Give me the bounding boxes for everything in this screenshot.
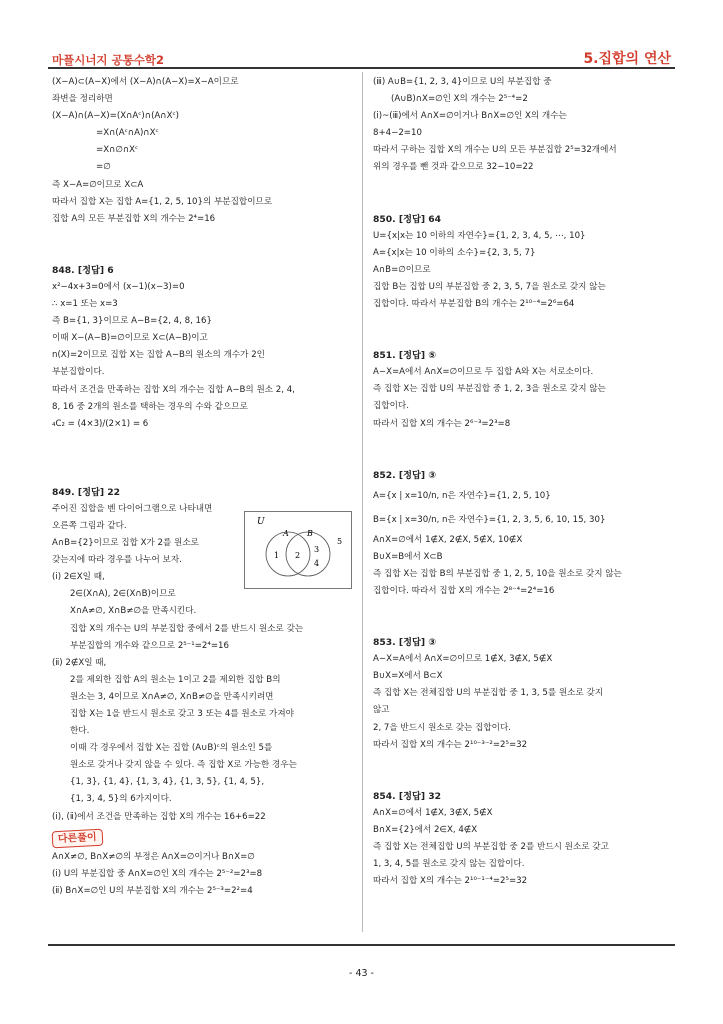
answer-heading-850: 850. [정답] 64	[373, 213, 441, 225]
text-line: A={x|x는 10 이하의 소수}={2, 3, 5, 7}	[373, 247, 536, 258]
text-line: 집합이다. 따라서 부분집합 B의 개수는 2¹⁰⁻⁴=2⁶=64	[373, 299, 575, 310]
text-line: B∪X=X에서 B⊂X	[373, 671, 443, 682]
text-line: A−X=A에서 A∩X=∅이므로 두 집합 A와 X는 서로소이다.	[373, 367, 594, 378]
text-line: 집합 X는 1을 반드시 원소로 갖고 3 또는 4를 원소로 가져야	[70, 709, 294, 719]
text-line: 집합이다.	[373, 401, 409, 412]
text-line: 즉 집합 X는 집합 U의 부분집합 중 1, 2, 3을 원소로 갖지 않는	[373, 384, 606, 395]
text-line: 1, 3, 4, 5를 원소로 갖지 않는 집합이다.	[373, 859, 525, 870]
text-line: 2∈(X∩A), 2∈(X∩B)이므로	[70, 589, 176, 600]
text-line: (ⅰ)~(ⅲ)에서 A∩X=∅이거나 B∩X=∅인 X의 개수는	[373, 111, 567, 122]
text-line: 2, 7을 반드시 원소로 갖는 집합이다.	[373, 722, 511, 733]
text-line: (ⅱ) B∩X=∅인 U의 부분집합 X의 개수는 2⁵⁻³=2²=4	[52, 885, 253, 896]
text-line: (ⅰ), (ⅱ)에서 조건을 만족하는 집합 X의 개수는 16+6=22	[52, 811, 266, 822]
text-line: 2를 제외한 집합 A의 원소는 1이고 2를 제외한 집합 B의	[70, 674, 281, 685]
equation-line: =X∩(Aᶜ∩A)∩Xᶜ	[96, 128, 159, 139]
set-b-circle	[286, 532, 330, 576]
text-line: B∩X={2}에서 2∈X, 4∉X	[373, 824, 478, 835]
set-a-label: A	[283, 529, 289, 538]
combination-line: ₄C₂ = (4×3)/(2×1) = 6	[52, 418, 149, 429]
equation-line: =X∩∅∩Xᶜ	[96, 145, 139, 156]
text-line: U={x|x는 10 이하의 자연수}={1, 2, 3, 4, 5, ⋯, 10}	[373, 230, 586, 241]
text-line: (X−A)⊂(A−X)에서 (X−A)∩(A−X)=X−A이므로	[52, 77, 239, 87]
venn-element: 3	[314, 545, 320, 554]
answer-heading-851: 851. [정답] ⑤	[373, 350, 436, 362]
text-line: 오른쪽 그림과 같다.	[52, 520, 127, 531]
text-line: 집합 X의 개수는 U의 부분집합 중에서 2를 반드시 원소로 갖는	[70, 623, 304, 634]
text-line: 않고	[373, 705, 390, 716]
text-line: 즉 집합 X는 전체집합 U의 부분집합 중 2를 반드시 원소로 갖고	[373, 842, 609, 852]
text-line: B∪X=B에서 X⊂B	[373, 551, 443, 562]
venn-element: 4	[314, 559, 320, 568]
set-builder-line: A={x | x=10/n, n은 자연수}={1, 2, 5, 10}	[373, 490, 551, 501]
equation-line: (X−A)∩(A−X)=(X∩Aᶜ)∩(A∩Xᶜ)	[52, 111, 180, 122]
text-line: 8, 16 중 2개의 원소를 택하는 경우의 수와 같으므로	[52, 401, 248, 412]
text-line: (A∪B)∩X=∅인 X의 개수는 2⁵⁻⁴=2	[391, 94, 528, 105]
text-line: A∩X≠∅, B∩X≠∅의 부정은 A∩X=∅이거나 B∩X=∅	[52, 851, 255, 862]
venn-element: 5	[337, 537, 343, 546]
text-line: {1, 3, 4, 5}의 6가지이다.	[70, 794, 172, 805]
book-title: 마플시너지 공통수학2	[52, 53, 164, 67]
text-line: (ⅰ) U의 부분집합 중 A∩X=∅인 X의 개수는 2⁵⁻²=2³=8	[52, 868, 263, 879]
text-line: 따라서 집합 X의 개수는 2¹⁰⁻³⁻²=2⁵=32	[373, 739, 528, 750]
text-line: 즉 B={1, 3}이므로 A−B={2, 4, 8, 16}	[52, 316, 212, 327]
text-line: A∩B=∅이므로	[373, 264, 431, 275]
left-column	[52, 74, 354, 900]
text-line: (ⅱ) 2∉X일 때,	[52, 657, 107, 668]
text-line: 따라서 조건을 만족하는 집합 X의 개수는 집합 A−B의 원소 2, 4,	[52, 384, 295, 395]
text-line: (ⅲ) A∪B={1, 2, 3, 4}이므로 U의 부분집합 중	[373, 77, 552, 87]
text-line: 위의 경우를 뺀 것과 같으므로 32−10=22	[373, 162, 534, 173]
text-line: 부분집합의 개수와 같으므로 2⁵⁻¹=2⁴=16	[70, 640, 229, 651]
equation-line: =∅	[96, 162, 111, 173]
text-line: 즉 집합 X는 집합 B의 부분집합 중 1, 2, 5, 10을 원소로 갖지 않는	[373, 568, 622, 579]
universe-label: U	[257, 517, 265, 527]
column-divider	[362, 72, 363, 932]
answer-heading-849: 849. [정답] 22	[52, 486, 120, 498]
answer-heading-853: 853. [정답] ③	[373, 637, 436, 649]
text-line: 따라서 구하는 집합 X의 개수는 U의 모든 부분집합 2⁵=32개에서	[373, 145, 617, 156]
text-line: 따라서 집합 X는 집합 A={1, 2, 5, 10}의 부분집합이므로	[52, 196, 273, 207]
text-line: {1, 3}, {1, 4}, {1, 3, 4}, {1, 3, 5}, {1, 4, 5},	[70, 777, 265, 788]
footer-rule	[48, 944, 675, 946]
alt-solution-badge: 다른풀이	[52, 828, 103, 848]
page-number: - 43 -	[349, 968, 374, 979]
text-line: A∩X=∅에서 1∉X, 3∉X, 5∉X	[373, 807, 493, 818]
text-line: A∩X=∅에서 1∉X, 2∉X, 5∉X, 10∉X	[373, 534, 523, 545]
text-line: 주어진 집합을 벤 다이어그램으로 나타내면	[52, 503, 213, 514]
text-line: 즉 X−A=∅이므로 X⊂A	[52, 179, 144, 190]
text-line: 갖는지에 따라 경우를 나누어 보자.	[52, 555, 182, 566]
text-line: 원소로 갖거나 갖지 않을 수 있다. 즉 집합 X로 가능한 경우는	[70, 760, 297, 771]
text-line: 한다.	[70, 726, 90, 737]
text-line: n(X)=2이므로 집합 X는 집합 A−B의 원소의 개수가 2인	[52, 350, 265, 361]
chapter-title: 5.집합의 연산	[583, 51, 671, 67]
set-a-circle	[266, 532, 310, 576]
venn-element: 1	[274, 551, 280, 560]
text-line: A−X=A에서 A∩X=∅이므로 1∉X, 3∉X, 5∉X	[373, 654, 553, 665]
right-column	[373, 74, 671, 890]
text-line: X∩A≠∅, X∩B≠∅을 만족시킨다.	[70, 606, 197, 617]
venn-element: 2	[295, 551, 301, 560]
text-line: 원소는 3, 4이므로 X∩A≠∅, X∩B≠∅을 만족시키려면	[70, 691, 274, 702]
text-line: 따라서 집합 X의 개수는 2¹⁰⁻¹⁻⁴=2⁵=32	[373, 876, 528, 887]
text-line: 집합 A의 모든 부분집합 X의 개수는 2⁴=16	[52, 213, 216, 224]
text-line: 즉 집합 X는 전체집합 U의 부분집합 중 1, 3, 5를 원소로 갖지	[373, 688, 604, 699]
text-line: ∴ x=1 또는 x=3	[52, 299, 118, 310]
text-line: 부분집합이다.	[52, 367, 105, 378]
text-line: 이때 각 경우에서 집합 X는 집합 (A∪B)ᶜ의 원소인 5를	[70, 743, 273, 754]
text-line: x²−4x+3=0에서 (x−1)(x−3)=0	[52, 281, 185, 292]
answer-heading-852: 852. [정답] ③	[373, 469, 436, 481]
text-line: 집합이다. 따라서 집합 X의 개수는 2⁸⁻⁴=2⁴=16	[373, 585, 555, 596]
venn-diagram	[244, 511, 352, 589]
text-line: 집합 B는 집합 U의 부분집합 중 2, 3, 5, 7을 원소로 갖지 않는	[373, 281, 606, 292]
header-rule	[48, 67, 675, 69]
text-line: A∩B={2}이므로 집합 X가 2를 원소로	[52, 538, 199, 549]
text-line: (ⅰ) 2∈X일 때,	[52, 572, 105, 583]
set-builder-line: B={x | x=30/n, n은 자연수}={1, 2, 3, 5, 6, 10, 15, 30}	[373, 514, 606, 525]
text-line: 따라서 집합 X의 개수는 2⁶⁻³=2³=8	[373, 418, 511, 429]
answer-heading-854: 854. [정답] 32	[373, 790, 441, 802]
text-line: 좌변을 정리하면	[52, 94, 113, 105]
set-b-label: B	[307, 529, 313, 538]
text-line: 이때 X−(A−B)=∅이므로 X⊂(A−B)이고	[52, 333, 208, 344]
answer-heading-848: 848. [정답] 6	[52, 264, 114, 276]
text-line: 8+4−2=10	[373, 128, 422, 139]
